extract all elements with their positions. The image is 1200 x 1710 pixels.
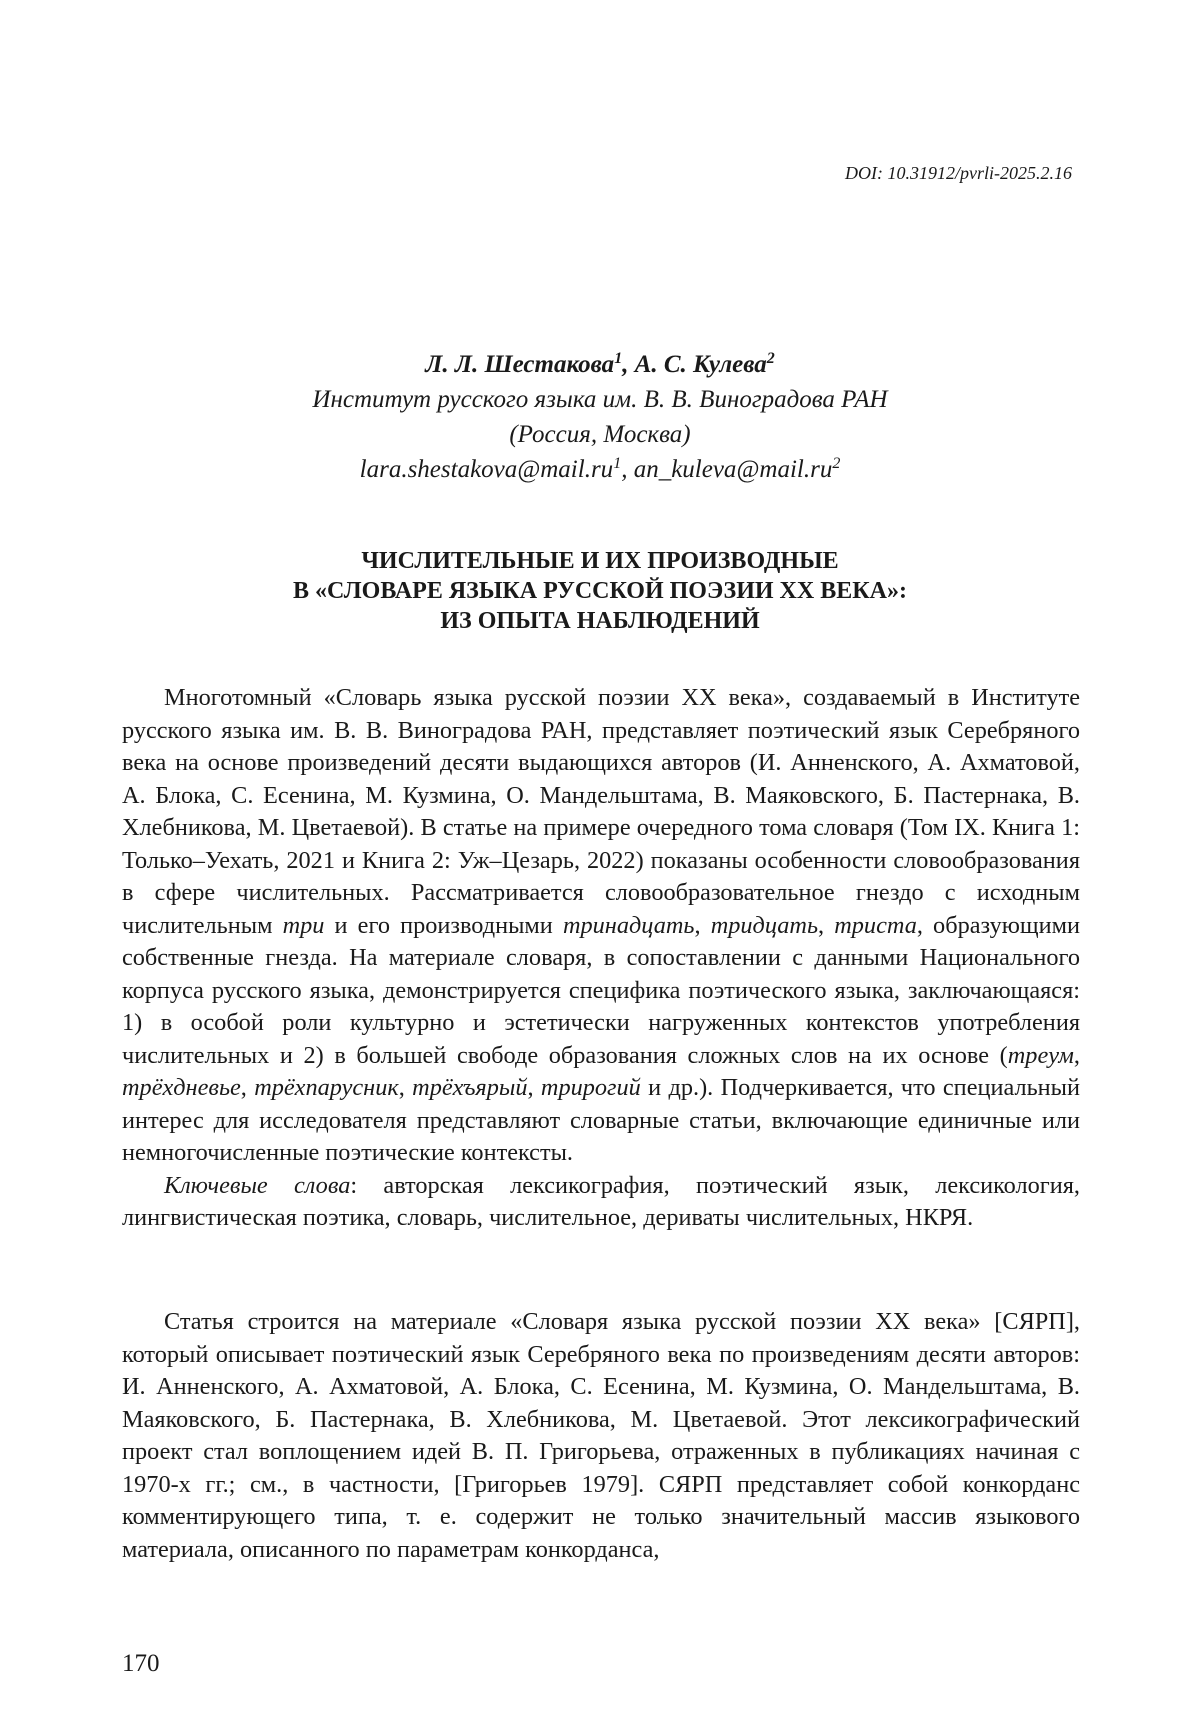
authors-line (120, 347, 1080, 382)
example-word: триста (834, 911, 917, 939)
separator: , (240, 1074, 255, 1101)
example-word: трирогий (540, 1074, 641, 1101)
separator: , (1073, 1041, 1080, 1069)
affiliation: Институт русского языка им. В. В. Виноградова РАН (312, 386, 888, 413)
abstract-text: и др.). Подчеркивается, что специальный интерес для исследователя представляют словарные статьи, включающие единичные или немногочисленные поэтические контексты. (122, 1074, 1081, 1166)
separator: , (818, 911, 835, 939)
page-number: 170 (122, 1650, 160, 1677)
author-separator: , (622, 351, 635, 378)
author-email-link[interactable]: an_kuleva@mail.ru (633, 456, 833, 483)
abstract-text: и его производными (324, 911, 563, 939)
email-separator: , (621, 456, 634, 483)
example-word: трёхпарусник (254, 1074, 399, 1101)
email-footnote-marker: 2 (832, 455, 841, 472)
article-header (120, 347, 1080, 487)
abstract-text: Многотомный «Словарь языка русской поэзии XX века», создаваемый в Институте русского языка им. В. В. Виноградова РАН, представляет поэтический язык Серебряного века на основе произведений десяти выдающихся авторов (И. Анненского, А. Ахматовой, А. Блока, С. Есенина, М. Кузмина, О. Мандельштама, В. Маяковского, Б. Пастернака, В. Хлебникова, М. Цветаевой). В статье на примере очередного тома словаря (Том IX. Книга 1: Только–Уехать, 2021 и Книга 2: Уж–Цезарь, 2022) показаны особенности словообразования в сфере числительных. Рассматривается словообразовательное гнездо с исходным числительным (122, 684, 1080, 939)
example-word: тридцать (710, 911, 819, 939)
example-word: тринадцать (562, 911, 695, 939)
separator: , (527, 1074, 541, 1101)
title-line: ЧИСЛИТЕЛЬНЫЕ И ИХ ПРОИЗВОДНЫЕ (361, 548, 839, 574)
author-footnote-marker: 2 (766, 350, 775, 367)
separator: , (694, 911, 711, 939)
email-footnote-marker: 1 (613, 455, 622, 472)
emails-line (120, 452, 1080, 487)
abstract (122, 682, 1080, 1235)
title-line: ИЗ ОПЫТА НАБЛЮДЕНИЙ (440, 608, 760, 634)
article-title (120, 546, 1080, 636)
keywords-paragraph (122, 1170, 1080, 1235)
doi-label: DOI: 10.31912/pvrli-2025.2.16 (845, 163, 1072, 183)
author-footnote-marker: 1 (614, 350, 623, 367)
keywords-label: Ключевые слова (164, 1171, 351, 1199)
author-name: Л. Л. Шестакова (425, 351, 615, 378)
title-line: В «СЛОВАРЕ ЯЗЫКА РУССКОЙ ПОЭЗИИ XX ВЕКА»: (293, 578, 907, 604)
main-text (122, 1306, 1080, 1566)
affiliation-location: (Россия, Москва) (509, 421, 691, 448)
keywords-text: : авторская лексикография, поэтический язык, лексикология, лингвистическая поэтика, словарь, числительное, дериваты числительных, НКРЯ. (122, 1171, 1080, 1231)
example-word: треум (1007, 1041, 1074, 1069)
body-paragraph: Статья строится на материале «Словаря языка русской поэзии XX века» [СЯРП], который описывает поэтический язык Серебряного века по произведениям десяти авторов: И. Анненского, А. Ахматовой, А. Блока, С. Есенина, М. Кузмина, О. Мандельштама, В. Маяковского, Б. Пастернака, В. Хлебникова, М. Цветаевой. Этот лексикографический проект стал воплощением идей В. П. Григорьева, отраженных в публикациях начиная с 1970-х гг.; см., в частности, [Григорьев 1979]. СЯРП представляет собой конкорданс комментирующего типа, т. е. содержит не только значительный массив языкового материала, описанного по параметрам конкорданса, (122, 1308, 1080, 1563)
abstract-text: , образующими собственные гнезда. На материале словаря, в сопоставлении с данными Национального корпуса русского языка, демонстрируется специфика поэтического языка, заключающаяся: 1) в особой роли культурно и эстетически нагруженных контекстов употребления числительных и 2) в большей свободе образования сложных слов на их основе ( (122, 911, 1080, 1069)
author-email-link[interactable]: lara.shestakova@mail.ru (359, 456, 614, 483)
author-name: А. С. Кулева (634, 351, 767, 378)
example-word: трёхдневье (122, 1074, 241, 1101)
example-word: трёхъярый (412, 1074, 528, 1101)
example-word: три (282, 911, 325, 939)
abstract-paragraph (122, 682, 1080, 1170)
separator: , (398, 1074, 413, 1101)
